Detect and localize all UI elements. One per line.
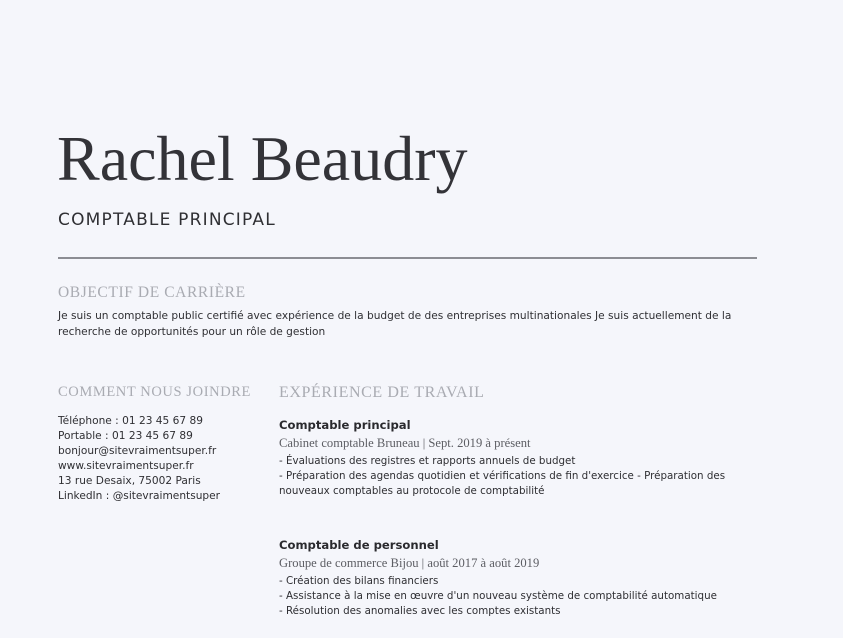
contact-website: www.sitevraimentsuper.fr	[58, 460, 194, 472]
objective-heading: OBJECTIF DE CARRIÈRE	[58, 284, 246, 301]
job-bullet: - Préparation des agendas quotidien et vérifications de fin d'exercice - Préparation des nouveaux comptables au protocole de comptabilité	[279, 470, 726, 497]
job-role: Comptable principal	[279, 418, 411, 432]
contact-linkedin: LinkedIn : @sitevraimentsuper	[58, 490, 221, 502]
job-company-dates: Groupe de commerce Bijou | août 2017 à août 2019	[279, 556, 540, 570]
candidate-name: Rachel Beaudry	[57, 123, 468, 194]
objective-text: Je suis un comptable public certifié avec expérience de la budget de des entreprises multinationales Je suis actuellement de la recherche de opportunités pour un rôle de gestion	[58, 310, 732, 338]
contact-heading: COMMENT NOUS JOINDRE	[58, 384, 251, 400]
job-bullets	[279, 454, 759, 499]
experience-heading: EXPÉRIENCE DE TRAVAIL	[279, 384, 485, 401]
job-bullet: - Assistance à la mise en œuvre d'un nouveau système de comptabilité automatique	[279, 590, 717, 602]
contact-email: bonjour@sitevraimentsuper.fr	[58, 445, 217, 457]
job-entry	[279, 416, 759, 499]
job-bullet: - Évaluations des registres et rapports annuels de budget	[279, 455, 576, 467]
header-divider	[58, 257, 757, 259]
contact-address: 13 rue Desaix, 75002 Paris	[58, 475, 201, 487]
job-bullet: - Résolution des anomalies avec les comptes existants	[279, 605, 561, 617]
contact-list	[58, 414, 220, 504]
job-entry	[279, 536, 759, 619]
contact-phone: Téléphone : 01 23 45 67 89	[58, 415, 203, 427]
candidate-title: COMPTABLE PRINCIPAL	[58, 210, 276, 230]
job-company-dates: Cabinet comptable Bruneau | Sept. 2019 à présent	[279, 436, 531, 450]
job-bullets	[279, 574, 759, 619]
job-bullet: - Création des bilans financiers	[279, 575, 439, 587]
contact-mobile: Portable : 01 23 45 67 89	[58, 430, 193, 442]
job-role: Comptable de personnel	[279, 538, 439, 552]
